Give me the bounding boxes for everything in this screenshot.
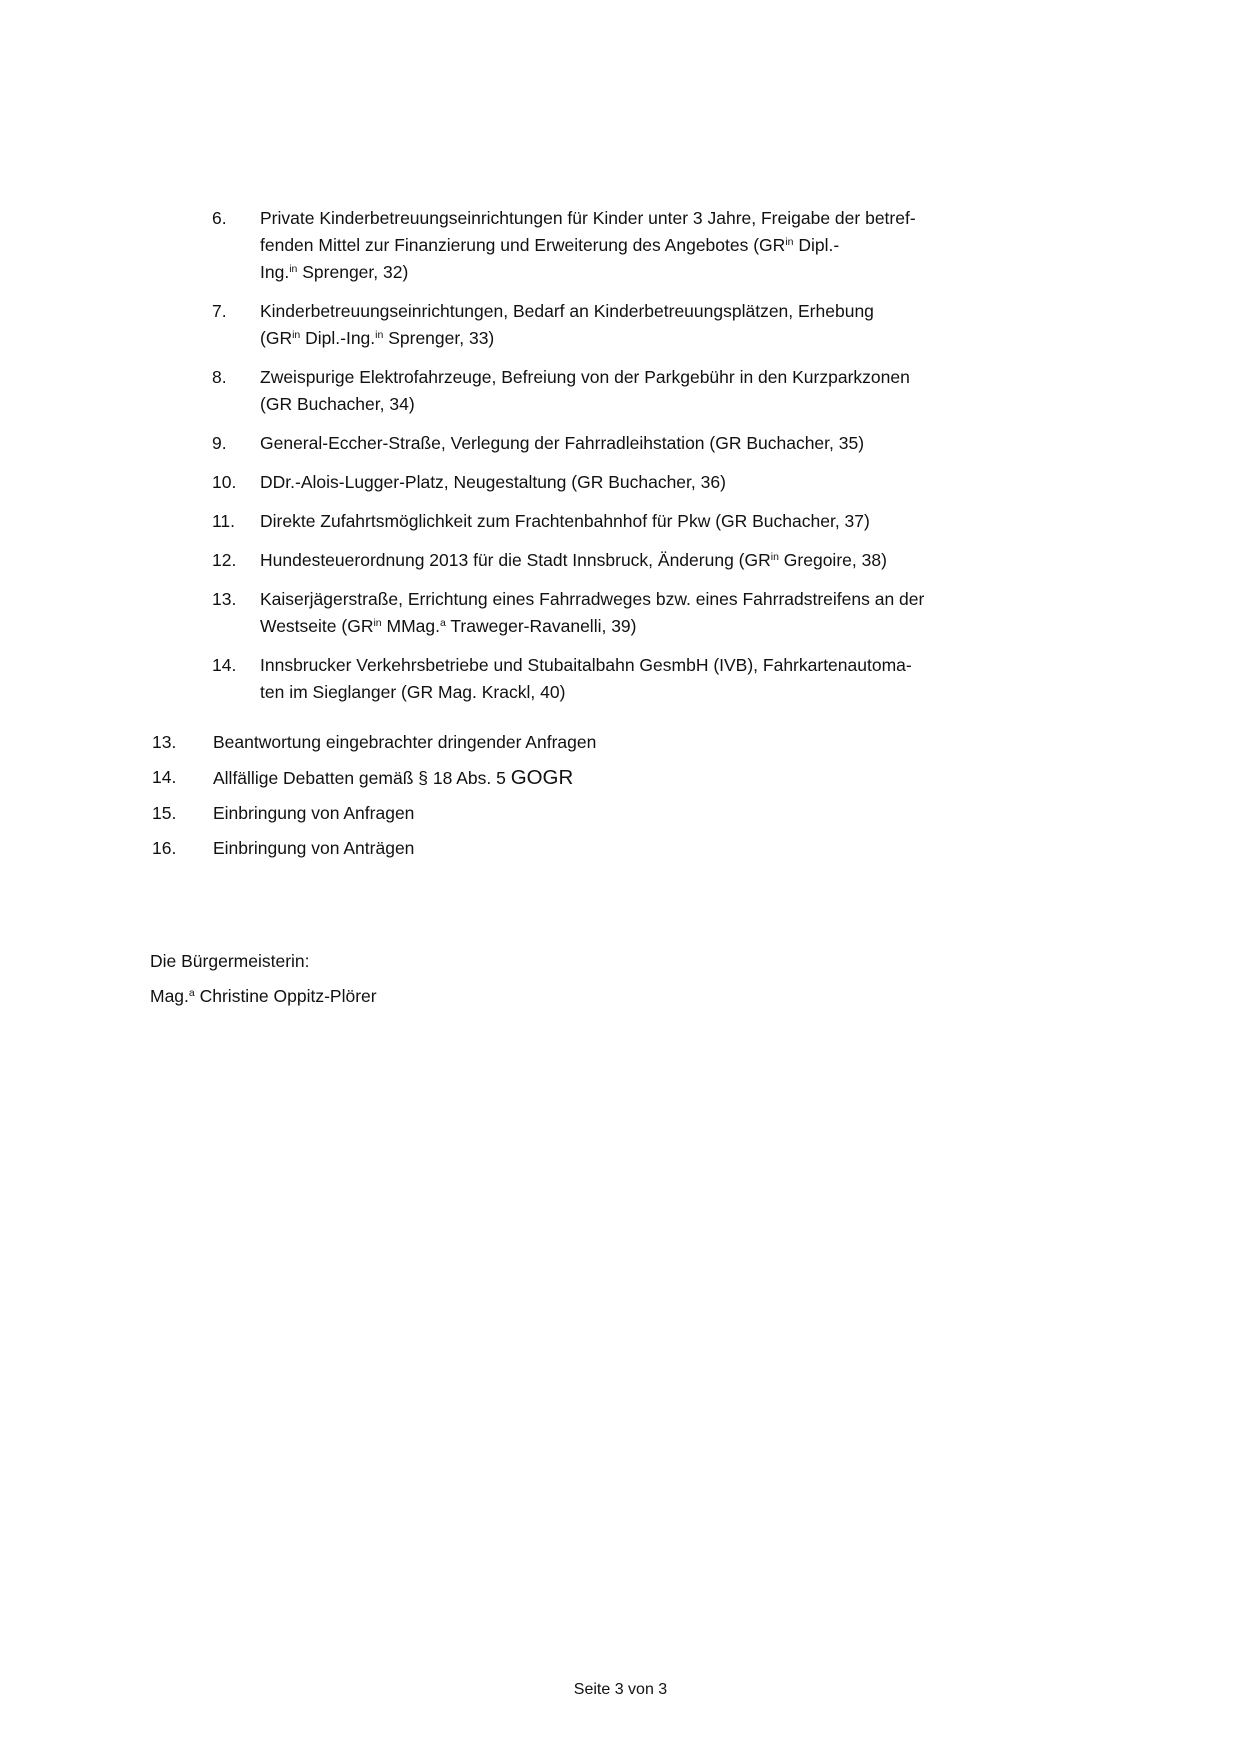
item-text: Kaiserjägerstraße, Errichtung eines Fahrradweges bzw. eines Fahrradstreifens an der Westseite ($GR^{in}$ MMag.$^a$ Traweger-Ravanelli, 39) bbox=[260, 589, 925, 636]
agenda-main-item bbox=[152, 800, 596, 827]
page-footer bbox=[0, 1680, 1241, 1700]
agenda-sub-list bbox=[212, 205, 924, 718]
item-number: 14. bbox=[212, 655, 237, 675]
item-text: Hundesteuerordnung 2013 für die Stadt Innsbruck, Änderung ($GR^{in}$ Gregoire, 38) bbox=[260, 550, 887, 570]
item-number: 7. bbox=[212, 301, 227, 321]
page-number-indicator: Seite 3 von 3 bbox=[573, 1681, 668, 1698]
item-number: 16. bbox=[152, 838, 177, 858]
item-number: 10. bbox=[212, 472, 237, 492]
agenda-sub-item bbox=[212, 586, 924, 640]
item-text: Kinderbetreuungseinrichtungen, Bedarf an Kinderbetreuungsplätzen, Erhebung ($GR^{in}$ Dipl.-Ing.$^{in}$ Sprenger, 33) bbox=[260, 301, 874, 348]
item-number: 15. bbox=[152, 803, 177, 823]
item-number: 6. bbox=[212, 208, 227, 228]
item-number: 8. bbox=[212, 367, 227, 387]
agenda-main-item bbox=[152, 729, 596, 756]
agenda-sub-item bbox=[212, 652, 924, 706]
item-number: 12. bbox=[212, 550, 237, 570]
item-text: Private Kinderbetreuungseinrichtungen für Kinder unter 3 Jahre, Freigabe der betref- fenden Mittel zur Finanzierung und Erweiterung des Angebotes ($GR^{in}$ Dipl.- Ing.$^{in}$ Sprenger, 32) bbox=[260, 208, 916, 282]
item-text: Allfällige Debatten gemäß § 18 Abs. 5 GOGR bbox=[213, 766, 574, 789]
item-number: 11. bbox=[212, 511, 236, 531]
item-number: 13. bbox=[212, 589, 237, 609]
item-text: DDr.-Alois-Lugger-Platz, Neugestaltung (GR Buchacher, 36) bbox=[260, 472, 726, 492]
item-text: Beantwortung eingebrachter dringender Anfragen bbox=[213, 732, 597, 752]
item-text: General-Eccher-Straße, Verlegung der Fahrradleihstation (GR Buchacher, 35) bbox=[260, 433, 865, 453]
agenda-sub-item bbox=[212, 364, 924, 418]
agenda-main-item bbox=[152, 764, 596, 792]
item-text: Zweispurige Elektrofahrzeuge, Befreiung von der Parkgebühr in den Kurzparkzonen (GR Buchacher, 34) bbox=[260, 367, 910, 414]
signature-role: Die Bürgermeisterin: bbox=[150, 951, 310, 971]
agenda-main-item bbox=[152, 835, 596, 862]
signature-name: Mag.$^a$ Christine Oppitz-Plörer bbox=[150, 986, 377, 1006]
agenda-sub-item bbox=[212, 430, 924, 457]
agenda-sub-item bbox=[212, 298, 924, 352]
item-text: Innsbrucker Verkehrsbetriebe und Stubaitalbahn GesmbH (IVB), Fahrkartenautoma- ten im Sieglanger (GR Mag. Krackl, 40) bbox=[260, 655, 912, 702]
item-number: 9. bbox=[212, 433, 227, 453]
item-text: Einbringung von Anträgen bbox=[213, 838, 415, 858]
item-number: 13. bbox=[152, 732, 177, 752]
agenda-sub-item bbox=[212, 205, 924, 286]
item-number: 14. bbox=[152, 767, 177, 787]
item-text: Direkte Zufahrtsmöglichkeit zum Frachtenbahnhof für Pkw (GR Buchacher, 37) bbox=[260, 511, 870, 531]
agenda-sub-item bbox=[212, 469, 924, 496]
agenda-main-list bbox=[152, 729, 596, 870]
signature-block bbox=[150, 948, 377, 1018]
agenda-sub-item bbox=[212, 508, 924, 535]
item-text: Einbringung von Anfragen bbox=[213, 803, 415, 823]
agenda-sub-item bbox=[212, 547, 924, 574]
